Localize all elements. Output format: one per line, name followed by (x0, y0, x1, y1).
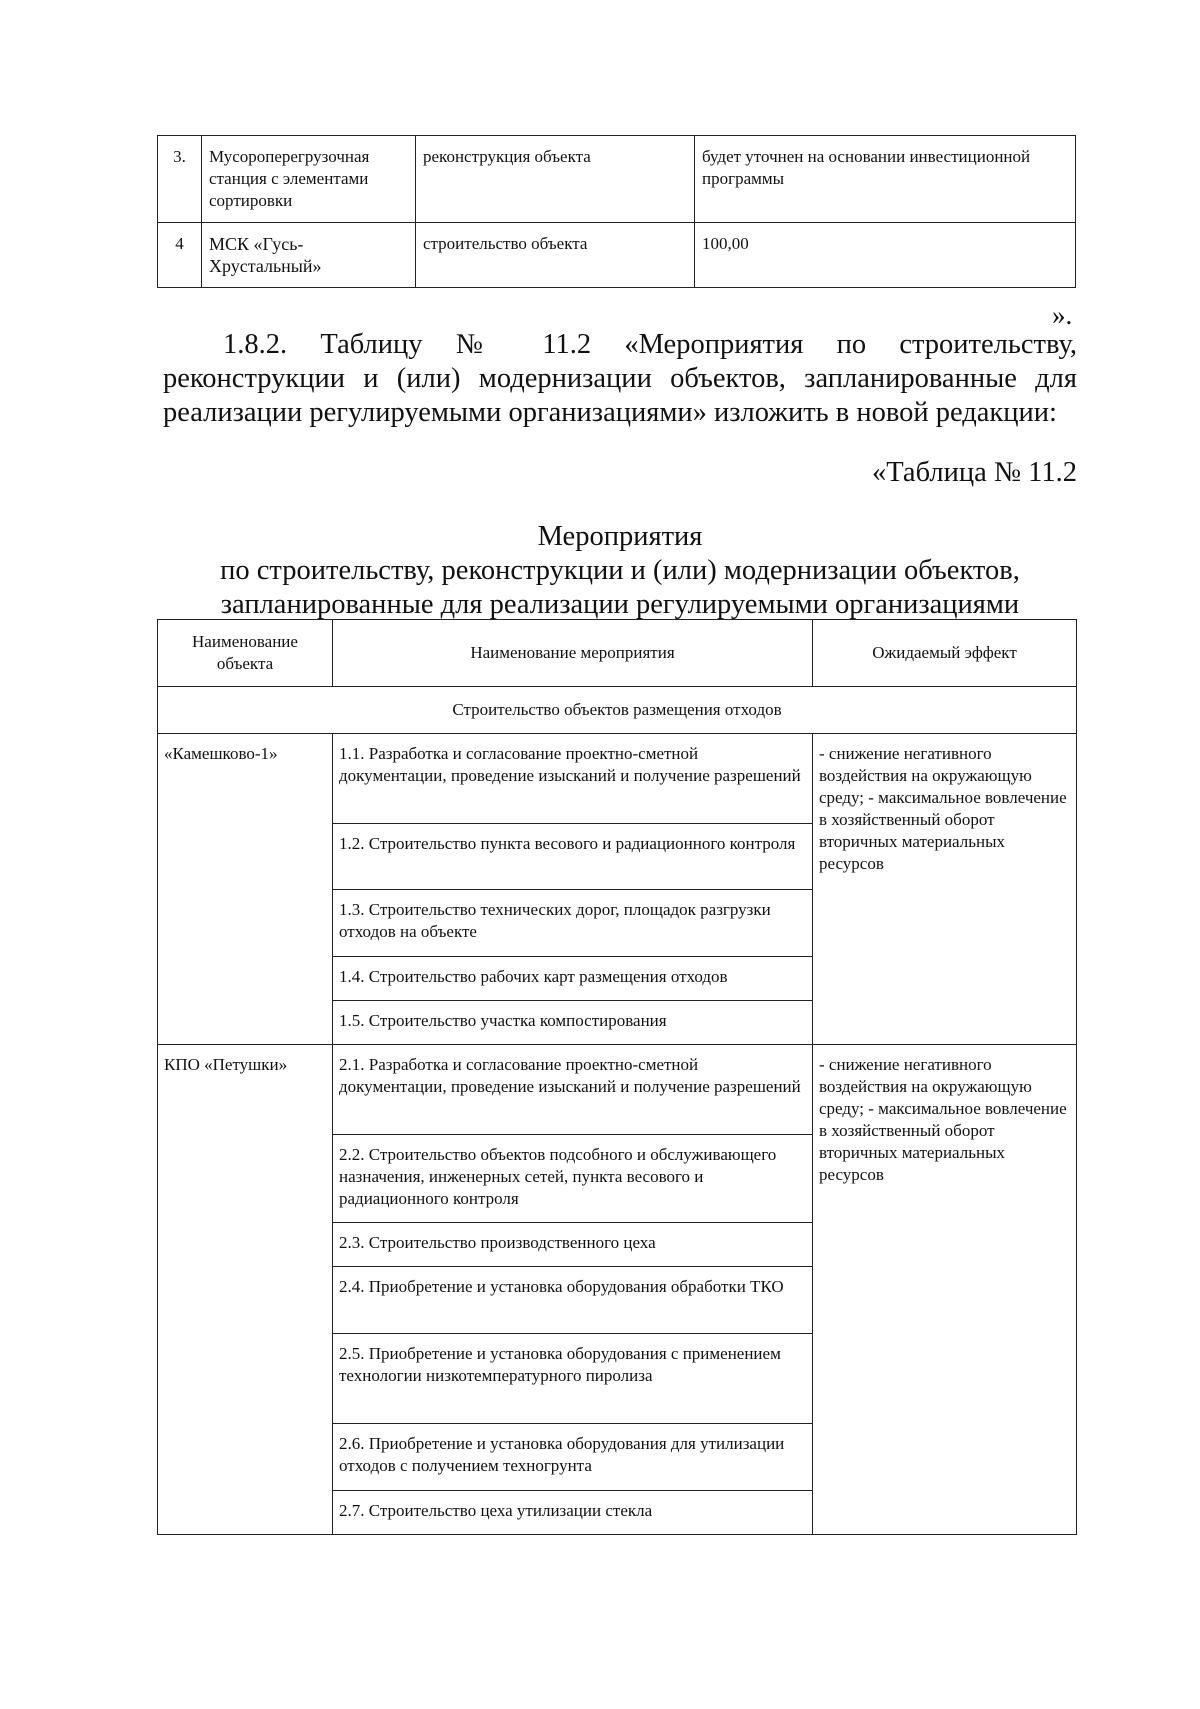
activity-cell: 1.3. Строительство технических дорог, площадок разгрузки отходов на объекте (333, 890, 813, 957)
heading-line: по строительству, реконструкции и (или) модернизации объектов, (220, 555, 1020, 586)
object-name: Мусороперегрузочная станция с элементами сортировки (202, 136, 416, 223)
object-name: МСК «Гусь-Хрустальный» (202, 223, 416, 288)
paragraph-line: 1.8.2. Таблицу № 11.2 «Мероприятия по строительству, (223, 329, 1077, 360)
activity-cell: 1.5. Строительство участка компостирования (333, 1001, 813, 1045)
amendment-paragraph (163, 328, 1077, 430)
effect-cell: - снижение негативного воздействия на окружающую среду; - максимальное вовлечение в хозяйственный оборот вторичных материальных ресурсов (813, 734, 1077, 1045)
activity-cell: 2.4. Приобретение и установка оборудования обработки ТКО (333, 1267, 813, 1334)
measures-table (157, 619, 1077, 1535)
row-number: 3. (158, 136, 202, 223)
section-row (158, 687, 1077, 734)
activity-cell: 2.6. Приобретение и установка оборудования для утилизации отходов с получением техногрунта (333, 1424, 813, 1491)
header-object: Наименование объекта (158, 620, 333, 687)
row-number: 4 (158, 223, 202, 288)
paragraph-line: реализации регулируемыми организациями» изложить в новой редакции: (163, 397, 1057, 428)
activity-cell: 1.2. Строительство пункта весового и радиационного контроля (333, 824, 813, 890)
header-activity: Наименование мероприятия (333, 620, 813, 687)
activity-cell: 1.4. Строительство рабочих карт размещения отходов (333, 957, 813, 1001)
header-row (158, 620, 1077, 687)
activity-cell: 2.2. Строительство объектов подсобного и обслуживающего назначения, инженерных сетей, пункта весового и радиационного контроля (333, 1135, 813, 1223)
closing-quote: ». (1052, 300, 1073, 330)
object-name: «Камешково-1» (158, 734, 333, 1045)
table-reference: «Таблица № 11.2 (871, 457, 1077, 488)
continuation-table (157, 135, 1076, 288)
action-type: реконструкция объекта (416, 136, 695, 223)
object-name: КПО «Петушки» (158, 1045, 333, 1535)
activity-cell: 1.1. Разработка и согласование проектно-сметной документации, проведение изысканий и получение разрешений (333, 734, 813, 824)
table-row (158, 136, 1076, 223)
activity-cell: 2.5. Приобретение и установка оборудования с применением технологии низкотемпературного пиролиза (333, 1334, 813, 1424)
table-row (158, 1045, 1077, 1135)
heading-line: Мероприятия (537, 521, 703, 552)
activity-cell: 2.7. Строительство цеха утилизации стекла (333, 1491, 813, 1535)
paragraph-line: реконструкции и (или) модернизации объектов, запланированные для (163, 363, 1077, 394)
table-heading (140, 520, 1100, 622)
table-row (158, 734, 1077, 824)
action-type: строительство объекта (416, 223, 695, 288)
cost-value: 100,00 (695, 223, 1076, 288)
header-effect: Ожидаемый эффект (813, 620, 1077, 687)
effect-cell: - снижение негативного воздействия на окружающую среду; - максимальное вовлечение в хозяйственный оборот вторичных материальных ресурсов (813, 1045, 1077, 1535)
cost-value: будет уточнен на основании инвестиционной программы (695, 136, 1076, 223)
heading-line: запланированные для реализации регулируемыми организациями (220, 589, 1020, 620)
activity-cell: 2.3. Строительство производственного цеха (333, 1223, 813, 1267)
table-row (158, 223, 1076, 288)
activity-cell: 2.1. Разработка и согласование проектно-сметной документации, проведение изысканий и получение разрешений (333, 1045, 813, 1135)
section-title: Строительство объектов размещения отходов (158, 687, 1077, 734)
